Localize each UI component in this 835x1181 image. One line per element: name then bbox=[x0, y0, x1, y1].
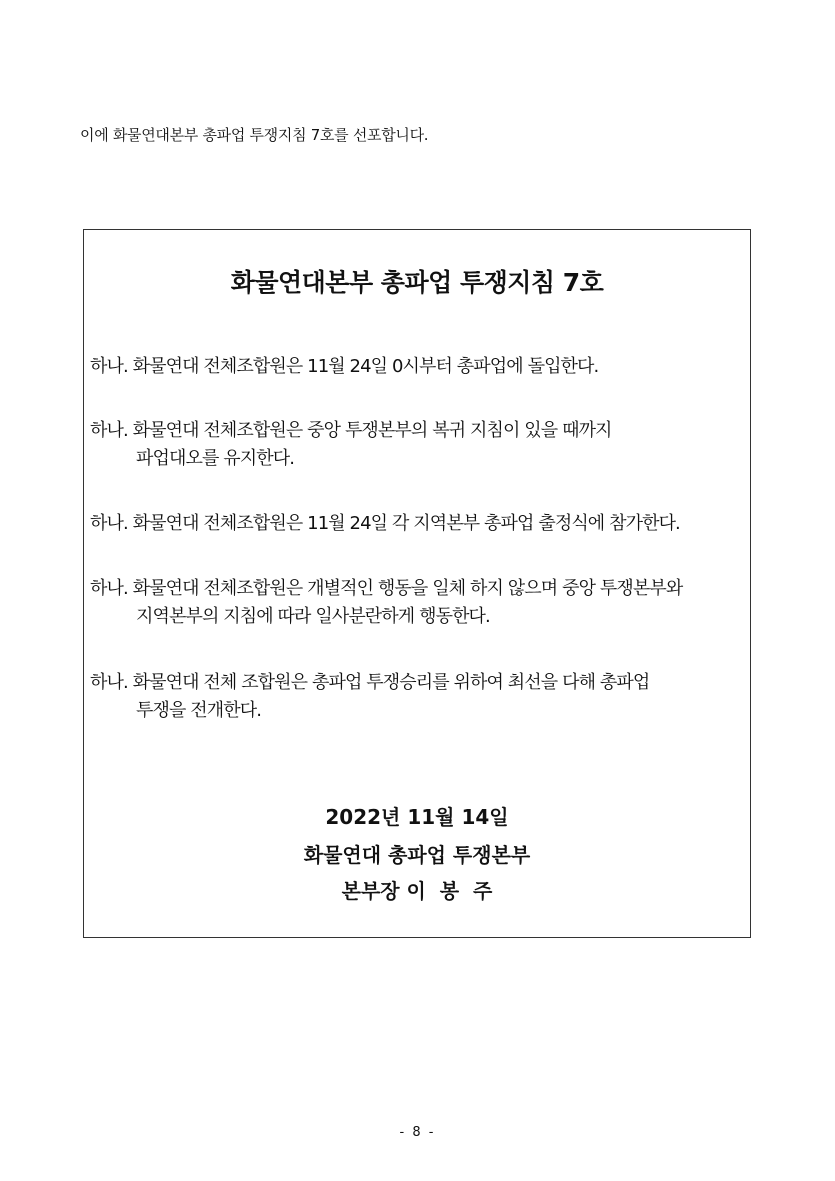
signature-organization: 화물연대 총파업 투쟁본부 bbox=[303, 843, 531, 867]
directive-line: 하나. 화물연대 전체 조합원은 총파업 투쟁승리를 위하여 최선을 다해 총파업 bbox=[90, 672, 650, 693]
directive-line: 투쟁을 전개한다. bbox=[136, 700, 262, 721]
directive-1 bbox=[90, 353, 744, 381]
directive-2 bbox=[90, 417, 744, 473]
directive-box bbox=[83, 229, 751, 938]
directive-3 bbox=[90, 510, 744, 538]
intro-text: 이에 화물연대본부 총파업 투쟁지침 7호를 선포합니다. bbox=[80, 126, 429, 144]
directive-line: 하나. 화물연대 전체조합원은 중앙 투쟁본부의 복귀 지침이 있을 때까지 bbox=[90, 420, 612, 441]
directive-4 bbox=[90, 575, 744, 631]
box-title: 화물연대본부 총파업 투쟁지침 7호 bbox=[230, 268, 604, 297]
signature-name: 본부장 이 봉 주 bbox=[341, 879, 493, 903]
page-number: - 8 - bbox=[399, 1125, 436, 1140]
signature-date: 2022년 11월 14일 bbox=[325, 805, 509, 829]
directive-line: 하나. 화물연대 전체조합원은 11월 24일 각 지역본부 총파업 출정식에 참가한다. bbox=[90, 513, 680, 534]
directive-line: 파업대오를 유지한다. bbox=[136, 448, 295, 469]
directive-line: 하나. 화물연대 전체조합원은 11월 24일 0시부터 총파업에 돌입한다. bbox=[90, 356, 599, 377]
directive-line: 하나. 화물연대 전체조합원은 개별적인 행동을 일체 하지 않으며 중앙 투쟁본부와 bbox=[90, 578, 683, 599]
directive-line: 지역본부의 지침에 따라 일사분란하게 행동한다. bbox=[136, 606, 490, 627]
directive-5 bbox=[90, 669, 744, 725]
